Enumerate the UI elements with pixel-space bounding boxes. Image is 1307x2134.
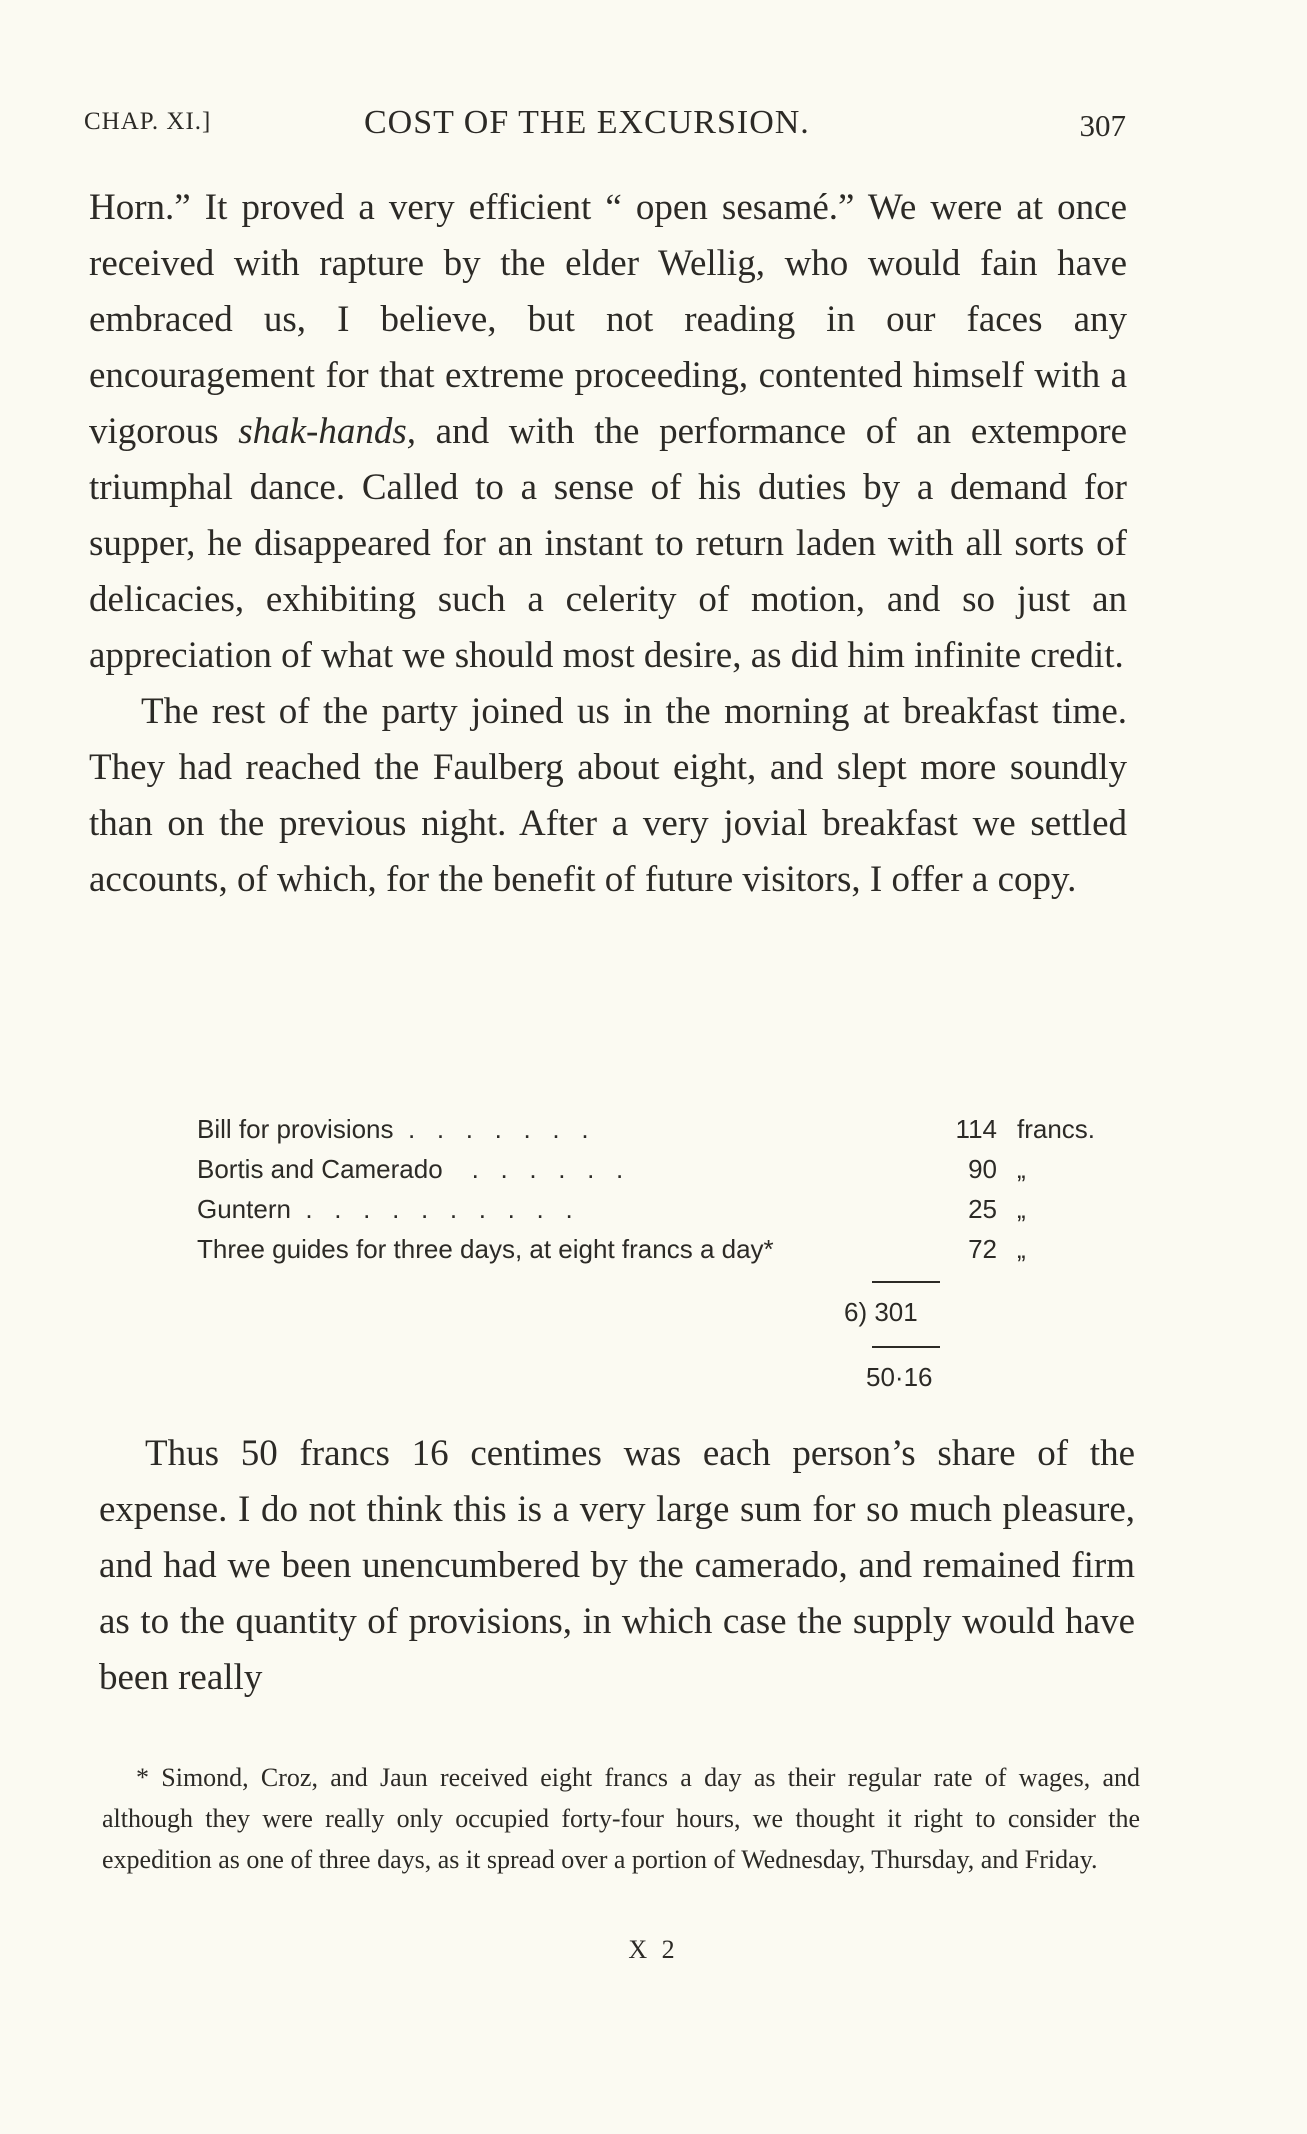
- signature-mark: X 2: [628, 1935, 679, 1964]
- account-amount: 72: [968, 1234, 997, 1264]
- account-unit: „: [1017, 1154, 1026, 1184]
- paragraph-1: [89, 180, 1127, 684]
- account-label: Bill for provisions . . . . . . .: [197, 1114, 589, 1144]
- account-unit: „: [1017, 1234, 1026, 1264]
- page-title: COST OF THE EXCURSION.: [364, 104, 810, 141]
- result-line: 50·16: [866, 1362, 933, 1392]
- chapter-label: CHAP. XI.]: [84, 108, 212, 135]
- sum-rule-1: [872, 1281, 940, 1283]
- division-line: 6) 301: [844, 1297, 918, 1327]
- paragraph-3: Thus 50 francs 16 centimes was each person’s share of the expense. I do not think this is a very large sum for so much pleasure, and had we been unencumbered by the camerado, and remained firm as to the quantity of provisions, in which case the supply would have been really: [99, 1433, 1135, 1698]
- running-header: [84, 104, 1126, 150]
- account-amount: 25: [968, 1194, 997, 1224]
- footnote: * Simond, Croz, and Jaun received eight francs a day as their regular rate of wages, and although they were really only occupied forty-four hours, we thought it right to consider the expedition as one of three days, as it spread over a portion of Wednesday, Thursday, and Friday.: [102, 1763, 1140, 1874]
- sum-rule-2: [872, 1346, 940, 1348]
- account-row: [197, 1230, 1047, 1270]
- account-unit: „: [1017, 1194, 1026, 1224]
- account-label: Guntern . . . . . . . . . .: [197, 1194, 573, 1224]
- account-label: Bortis and Camerado . . . . . .: [197, 1154, 624, 1184]
- account-row: [197, 1190, 1047, 1230]
- paragraph-1-italic: shak-hands,: [238, 411, 416, 452]
- main-text: [89, 180, 1127, 908]
- account-row: [197, 1110, 1096, 1150]
- paragraph-1-text-a: Horn.” It proved a very efficient “ open sesamé.” We were at once received with rapture by the elder Wellig, who would fain have embraced us, I believe, but not reading in our faces any encouragement for that extreme proceeding, contented himself with a vigorous: [89, 187, 1127, 452]
- account-amount: 114: [955, 1114, 997, 1144]
- account-label: Three guides for three days, at eight francs a day*: [197, 1234, 774, 1264]
- account-amount: 90: [968, 1154, 997, 1184]
- paragraph-2: The rest of the party joined us in the morning at breakfast time. They had reached the Faulberg about eight, and slept more soundly than on the previous night. After a very jovial breakfast we settled accounts, of which, for the benefit of future visitors, I offer a copy.: [89, 691, 1127, 900]
- account-row: [197, 1150, 1047, 1190]
- paragraph-1-text-b: and with the performance of an extempore triumphal dance. Called to a sense of his duties by a demand for supper, he disappeared for an instant to return laden with all sorts of delicacies, exhibiting such a celerity of motion, and so just an appreciation of what we should most desire, as did him infinite credit.: [89, 411, 1127, 676]
- page-number: 307: [1079, 108, 1126, 143]
- accounts-table: [197, 1110, 1096, 1270]
- account-unit: francs.: [1017, 1114, 1096, 1144]
